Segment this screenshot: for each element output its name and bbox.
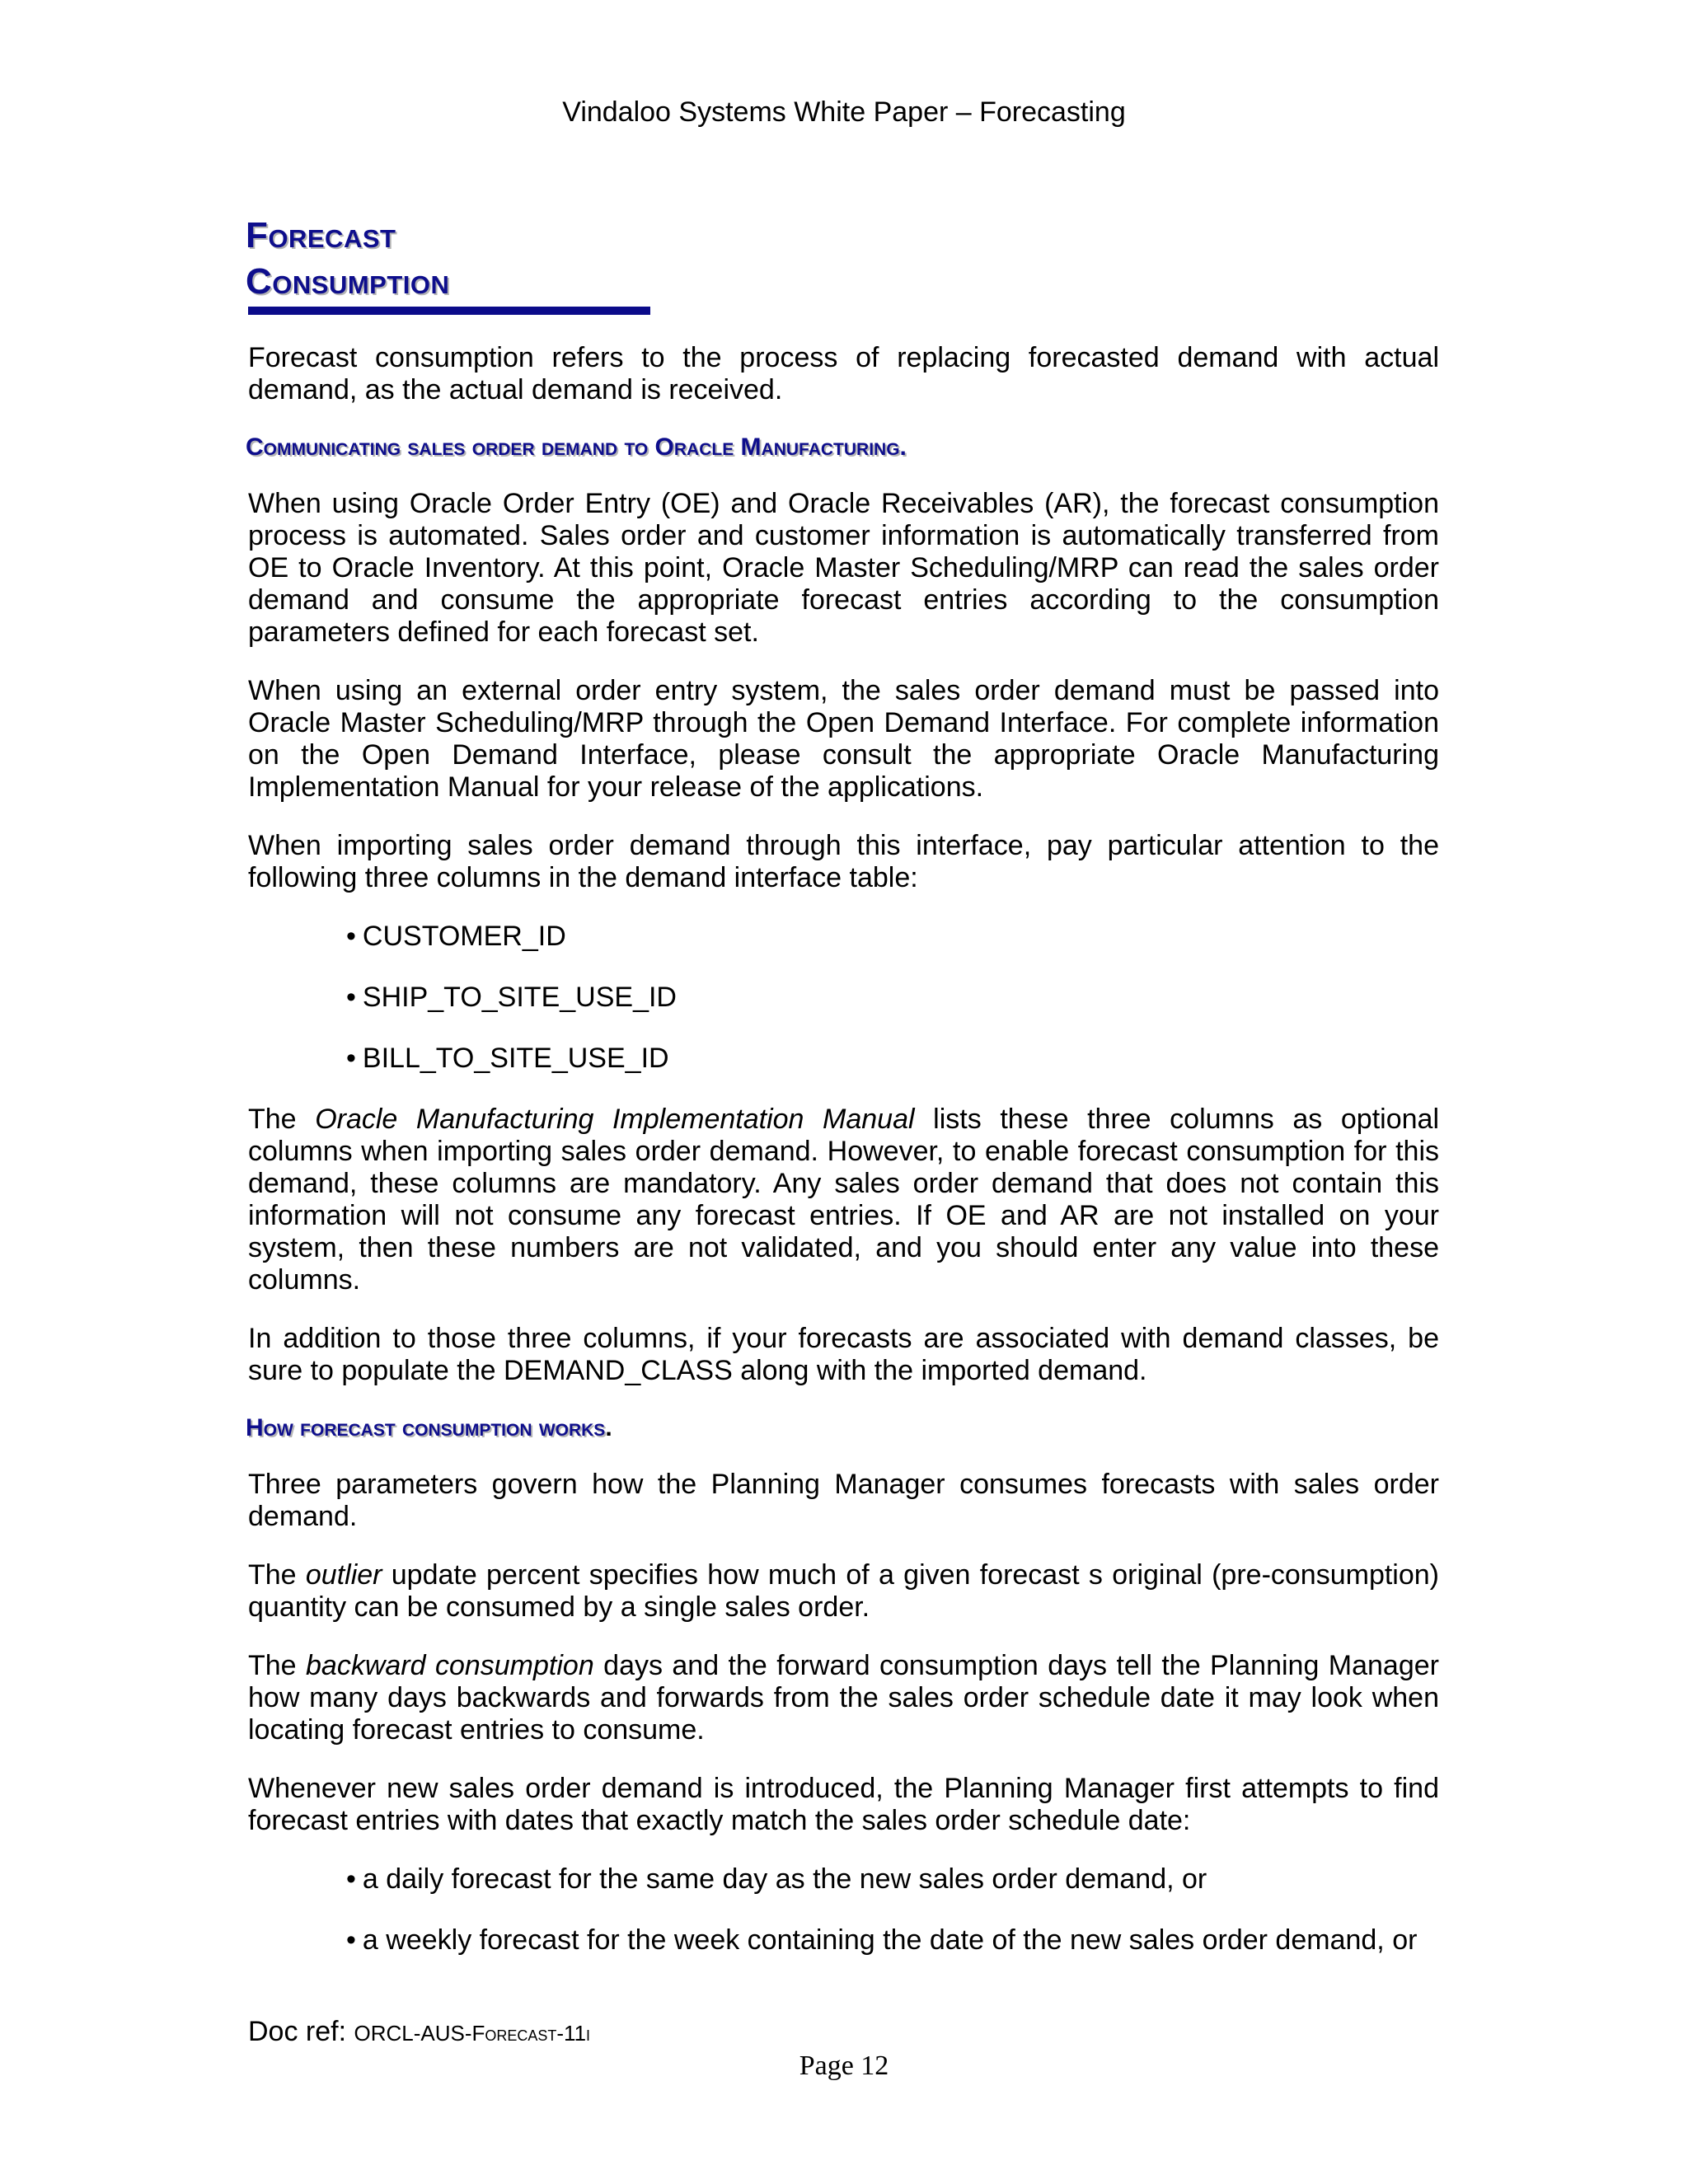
paragraph-importing: When importing sales order demand through this interface, pay particular attention to the following three columns in the demand interface table: xyxy=(248,830,1439,893)
manual-title: Oracle Manufacturing Implementation Manual xyxy=(315,1104,915,1135)
intro-paragraph: Forecast consumption refers to the process of replacing forecasted demand with actual demand, as the actual demand is received. xyxy=(248,342,1439,405)
paragraph-external-system: When using an external order entry system, the sales order demand must be passed into Oracle Master Scheduling/MRP through the Open Demand Interface. For complete information on the Open Demand Interface, please consult the appropriate Oracle Manufacturing Implementation Manual for your release of the applications. xyxy=(248,675,1439,803)
page-header: Vindaloo Systems White Paper – Forecasting xyxy=(562,96,1126,128)
list-item: • a weekly forecast for the week containing the date of the new sales order demand, or xyxy=(346,1924,1439,1957)
section-title xyxy=(246,213,449,305)
forecast-match-list xyxy=(346,1863,1439,1957)
paragraph-demand-class: In addition to those three columns, if your forecasts are associated with demand classes, be sure to populate the DEMAND_CLASS along with the imported demand. xyxy=(248,1323,1439,1386)
paragraph-new-demand: Whenever new sales order demand is introduced, the Planning Manager first attempts to find forecast entries with dates that exactly match the sales order schedule date: xyxy=(248,1773,1439,1836)
paragraph-manual: The Oracle Manufacturing Implementation Manual lists these three columns as optional columns when importing sales order demand. However, to enable forecast consumption for this demand, these columns are mandatory. Any sales order demand that does not contain this information will not consume any forecast entries. If OE and AR are not installed on your system, then these numbers are not validated, and you should enter any value into these columns. xyxy=(248,1104,1439,1296)
list-item: • a daily forecast for the same day as the new sales order demand, or xyxy=(346,1863,1439,1896)
document-body xyxy=(248,342,1439,1985)
section-title-line1: Forecast xyxy=(246,215,396,255)
paragraph-outlier: The outlier update percent specifies how much of a given forecast s original (pre-consumption) quantity can be consumed by a single sales order. xyxy=(248,1559,1439,1623)
column-list xyxy=(346,921,1439,1075)
subsection-heading-how-it-works: How forecast consumption works. xyxy=(246,1414,612,1441)
subsection-heading-communicating: Communicating sales order demand to Oracle Manufacturing. xyxy=(246,434,907,461)
paragraph-backward-consumption: The backward consumption days and the forward consumption days tell the Planning Manager how many days backwards and forwards from the sales order schedule date it may look when locating forecast entries to consume. xyxy=(248,1650,1439,1746)
page-number: Page 12 xyxy=(799,2050,889,2081)
paragraph-oe-ar: When using Oracle Order Entry (OE) and Oracle Receivables (AR), the forecast consumption process is automated. Sales order and customer information is automatically transferred from OE to Oracle Inventory. At this point, Oracle Master Scheduling/MRP can read the sales order demand and consume the appropriate forecast entries according to the consumption parameters defined for each forecast set. xyxy=(248,488,1439,648)
list-item: • SHIP_TO_SITE_USE_ID xyxy=(346,982,1439,1014)
list-item: • CUSTOMER_ID xyxy=(346,921,1439,953)
list-item: • BILL_TO_SITE_USE_ID xyxy=(346,1043,1439,1075)
doc-reference-code: ORCL-AUS-Forecast-11i xyxy=(354,2021,591,2046)
title-underline xyxy=(248,307,650,315)
doc-reference: Doc ref: ORCL-AUS-Forecast-11i xyxy=(248,2016,591,2047)
section-title-line2: Consumption xyxy=(246,261,450,302)
paragraph-three-parameters: Three parameters govern how the Planning Manager consumes forecasts with sales order demand. xyxy=(248,1469,1439,1532)
